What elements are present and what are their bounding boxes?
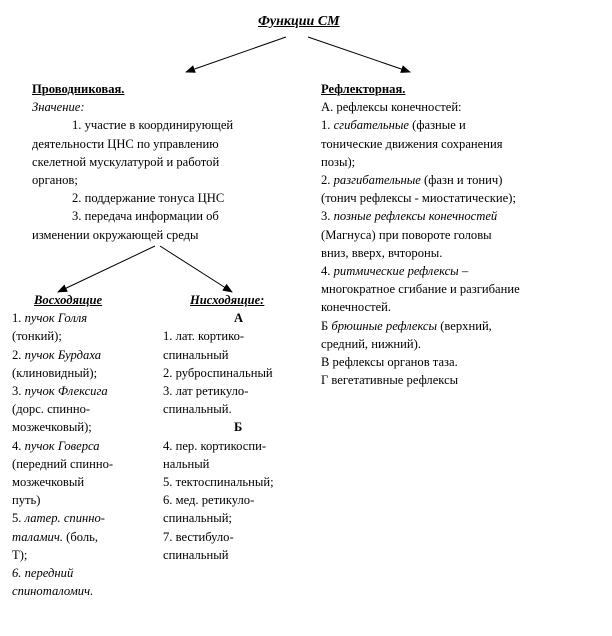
ascending-item-3-line-3: мозжечковый); (12, 420, 92, 435)
reflex-function-block (321, 80, 520, 389)
reflex-item-4: 4. ритмические рефлексы – (321, 264, 469, 279)
ascending-item-2: 2. пучок Бурдаха (12, 347, 102, 362)
ascending-item-4-line-2: (передний спинно- (12, 456, 114, 471)
reflex-group-a: А. рефлексы конечностей: (321, 100, 462, 115)
meaning-item-3-line-2: изменении окружающей среды (32, 227, 199, 242)
reflex-item-1-line-2: тонические движения сохранения (321, 136, 503, 151)
descending-item-2: 2. руброспинальный (163, 365, 273, 380)
reflex-item-3: 3. позные рефлексы конечностей (321, 209, 498, 224)
descending-heading: Нисходящие: (190, 293, 265, 307)
ascending-item-3: 3. пучок Флексига (12, 384, 108, 399)
reflex-group-b: Б брюшные рефлексы (верхний, (321, 318, 492, 333)
descending-tracts-block (163, 291, 274, 564)
ascending-item-6-line-2: спиноталомич. (12, 584, 94, 599)
reflex-item-3-line-2: (Магнуса) при повороте головы (321, 227, 492, 242)
arrow-to-descending (160, 246, 232, 292)
reflex-item-4-line-2: многократное сгибание и разгибание (321, 282, 520, 297)
descending-item-3: 3. лат ретикуло- (163, 384, 249, 399)
descending-item-1: 1. лат. кортико- (163, 329, 245, 344)
arrow-to-conductive (186, 37, 286, 72)
descending-item-1-line-2: спинальный (163, 347, 229, 362)
descending-item-4: 4. пер. кортикоспи- (163, 438, 267, 453)
reflex-group-g: Г вегетативные рефлексы (321, 373, 459, 388)
descending-item-7-line-2: спинальный (163, 547, 229, 562)
descending-group-a: А (234, 311, 244, 326)
reflex-item-4-line-3: конечностей. (321, 300, 392, 315)
descending-item-4-line-2: нальный (163, 456, 210, 471)
meaning-item-3-line-1: 3. передача информации об (72, 209, 219, 224)
descending-item-3-line-2: спинальный. (163, 402, 232, 417)
reflex-item-1-line-3: позы); (321, 154, 356, 169)
ascending-item-5-line-2: таламич. (боль, (12, 529, 99, 544)
descending-group-b: Б (234, 420, 243, 435)
reflex-item-2-line-2: (тонич рефлексы - миостатические); (321, 191, 516, 206)
descending-item-7: 7. вестибуло- (163, 529, 234, 544)
descending-item-6: 6. мед. ретикуло- (163, 493, 255, 508)
ascending-item-4-line-3: мозжечковый (12, 475, 85, 490)
ascending-item-5: 5. латер. спинно- (12, 511, 105, 526)
reflex-item-1: 1. сгибательные (фазные и (321, 118, 466, 133)
meaning-label: Значение: (32, 100, 85, 115)
ascending-item-2-line-2: (клиновидный); (12, 365, 98, 380)
conductive-heading: Проводниковая. (32, 82, 125, 96)
reflex-group-b-line-2: средний, нижний). (321, 336, 421, 351)
meaning-item-2: 2. поддержание тонуса ЦНС (72, 191, 225, 206)
meaning-item-1-line-1: 1. участие в координирующей (72, 118, 234, 133)
diagram-title: Функции СМ (258, 14, 340, 29)
ascending-item-5-line-3: Т); (12, 547, 28, 562)
reflex-item-3-line-3: вниз, вверх, вчтороны. (321, 245, 443, 260)
reflex-group-v: В рефлексы органов таза. (321, 355, 458, 370)
arrow-to-ascending (58, 246, 155, 292)
meaning-item-1-line-2: деятельности ЦНС по управлению (32, 136, 219, 151)
ascending-item-4-line-4: путь) (12, 493, 41, 508)
meaning-item-1-line-4: органов; (32, 173, 78, 188)
ascending-item-1: 1. пучок Голля (12, 311, 88, 326)
descending-item-6-line-2: спинальный; (163, 511, 232, 526)
conductive-function-block (32, 80, 233, 244)
ascending-item-6: 6. передний (12, 566, 74, 581)
ascending-item-3-line-2: (дорс. спинно- (12, 402, 91, 417)
arrow-to-reflex (308, 37, 410, 72)
reflex-heading: Рефлекторная. (321, 82, 406, 96)
ascending-item-4: 4. пучок Говерса (12, 438, 100, 453)
descending-item-5: 5. тектоспинальный; (163, 475, 274, 490)
reflex-item-2: 2. разгибательные (фазн и тонич) (321, 173, 503, 188)
ascending-heading: Восходящие (34, 293, 103, 307)
ascending-item-1-line-2: (тонкий); (12, 329, 62, 344)
ascending-tracts-block (12, 291, 113, 600)
meaning-item-1-line-3: скелетной мускулатурой и работой (32, 154, 220, 169)
